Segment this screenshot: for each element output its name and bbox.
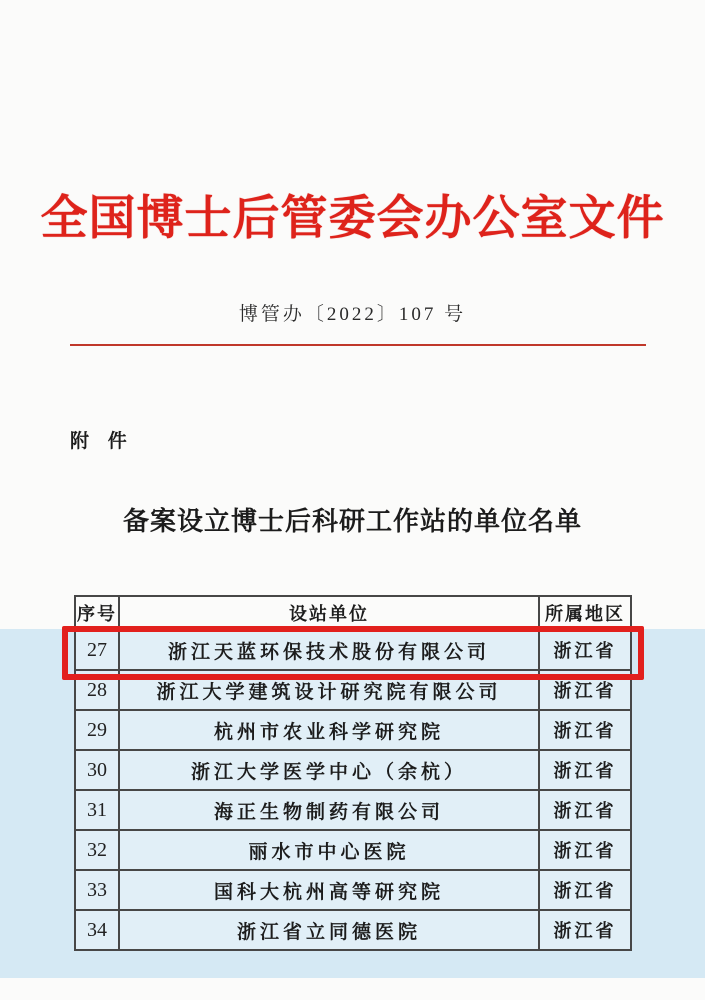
unit-name-cell: 浙江大学医学中心（余杭）: [119, 750, 539, 790]
unit-name-cell: 国科大杭州高等研究院: [119, 870, 539, 910]
row-number-cell: 34: [75, 910, 119, 950]
attachment-label: 附 件: [70, 431, 134, 452]
region-cell: 浙江省: [539, 670, 631, 710]
region-cell: 浙江省: [539, 630, 631, 670]
red-header-rule: [70, 344, 646, 346]
region-cell: 浙江省: [539, 830, 631, 870]
unit-name-cell: 浙江大学建筑设计研究院有限公司: [119, 670, 539, 710]
row-number-cell: 27: [75, 630, 119, 670]
unit-name-cell: 海正生物制药有限公司: [119, 790, 539, 830]
table-row: [75, 790, 631, 830]
unit-name-cell: 浙江天蓝环保技术股份有限公司: [119, 630, 539, 670]
row-number-cell: 31: [75, 790, 119, 830]
header-cell-unit: 设站单位: [119, 596, 539, 630]
row-number-cell: 32: [75, 830, 119, 870]
table-row: [75, 870, 631, 910]
document-title: 全国博士后管委会办公室文件: [40, 193, 665, 245]
red-highlight-box: [62, 626, 644, 680]
table-title: 备案设立博士后科研工作站的单位名单: [122, 507, 582, 536]
region-cell: 浙江省: [539, 870, 631, 910]
region-cell: 浙江省: [539, 750, 631, 790]
region-cell: 浙江省: [539, 710, 631, 750]
header-cell-region: 所属地区: [539, 596, 631, 630]
table-row: [75, 910, 631, 950]
row-number-cell: 33: [75, 870, 119, 910]
header-cell-index: 序号: [75, 596, 119, 630]
row-number-cell: 28: [75, 670, 119, 710]
table-row: [75, 750, 631, 790]
table-row: [75, 830, 631, 870]
unit-name-cell: 杭州市农业科学研究院: [119, 710, 539, 750]
row-number-cell: 29: [75, 710, 119, 750]
unit-name-cell: 丽水市中心医院: [119, 830, 539, 870]
table-row: [75, 710, 631, 750]
region-cell: 浙江省: [539, 790, 631, 830]
unit-name-cell: 浙江省立同德医院: [119, 910, 539, 950]
region-cell: 浙江省: [539, 910, 631, 950]
document-number: 博管办〔2022〕107 号: [238, 304, 467, 325]
table-header-row: [75, 596, 631, 630]
row-number-cell: 30: [75, 750, 119, 790]
